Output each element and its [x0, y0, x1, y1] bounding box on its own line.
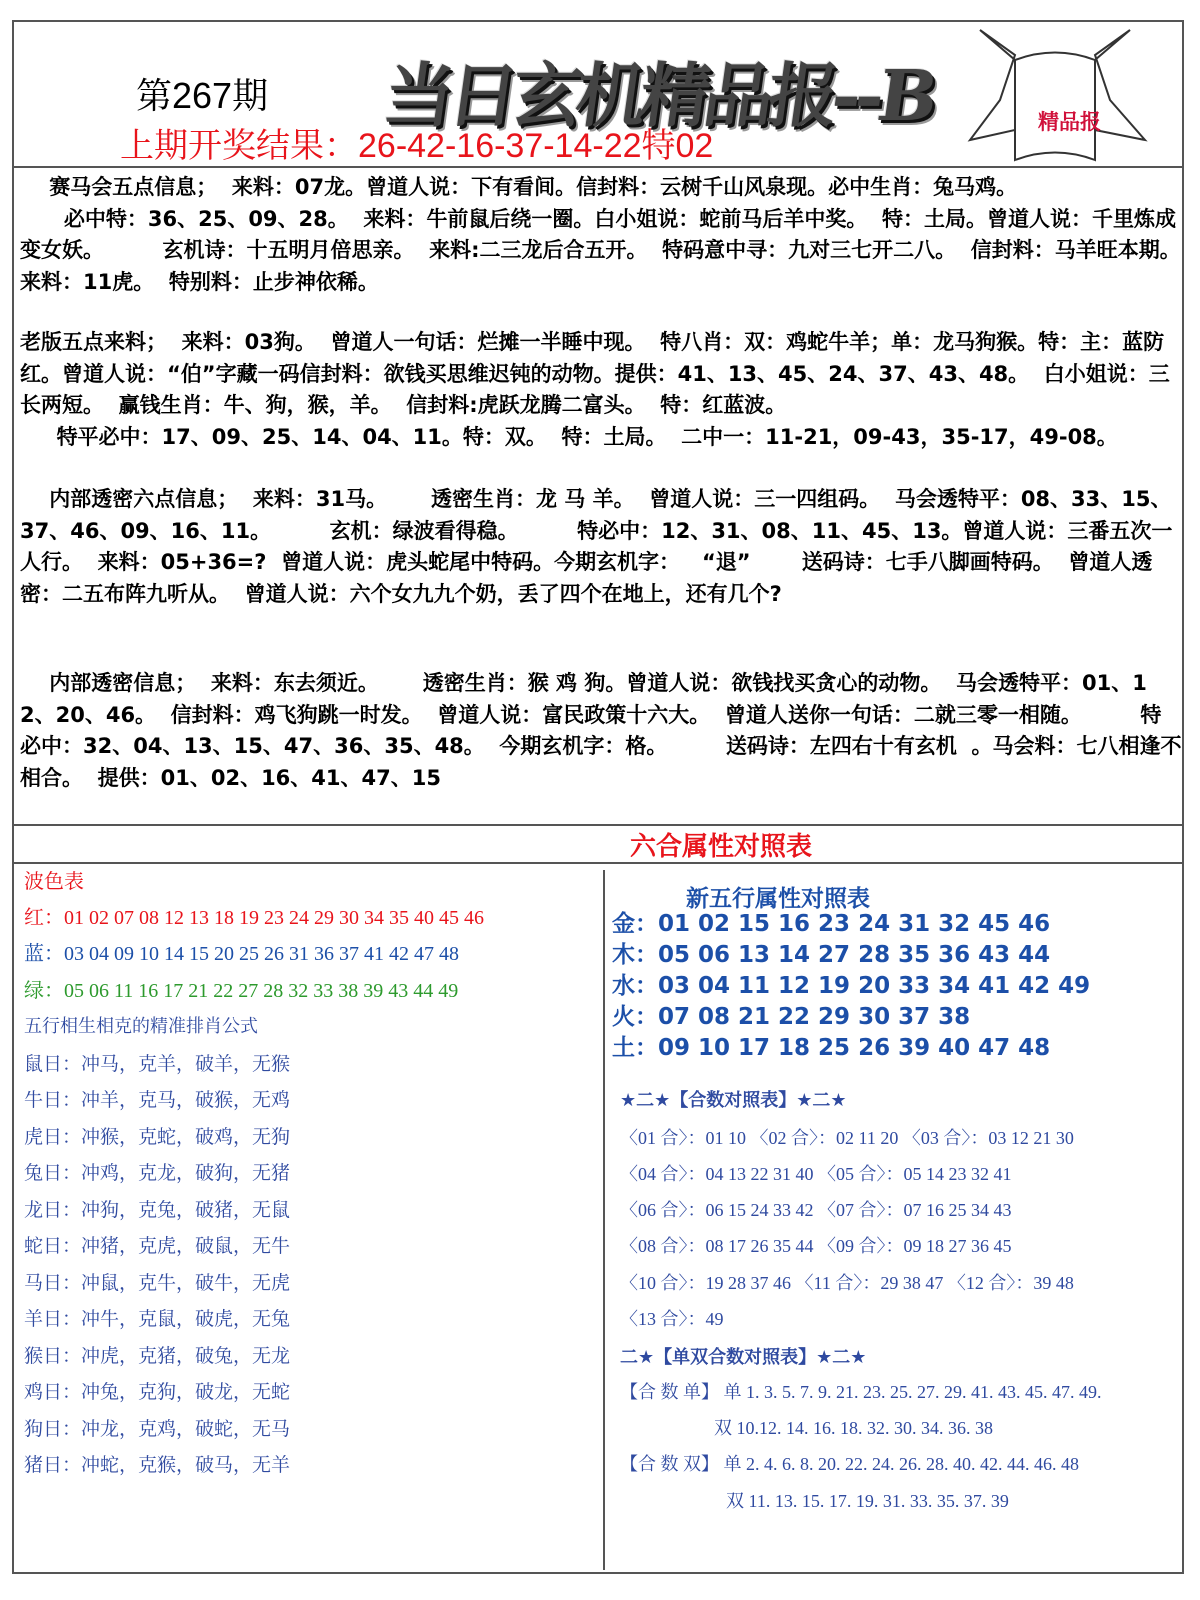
heshu-row: 〈13 合〉：49: [620, 1309, 724, 1329]
wave-green: 绿：05 06 11 16 17 21 22 27 28 32 33 38 39 43 44 49: [24, 979, 459, 1002]
section-internal-six: 内部透密六点信息； 来料：31马。 透密生肖：龙 马 羊。 曾道人说：三一四组码。 马会透特平：08、33、15、37、46、09、16、11。 玄机：绿波看得稳。 特必中：12、31、08、11、45、13。曾道人说：三番五次一人行。 来料：05+36=? 曾道人说：虎头蛇尾中特码。今期玄机字： “退” 送码诗：七手八脚画特码。 曾道人透密：二五布阵九听从。 曾道人说：六个女九九个奶，丢了四个在地上，还有几个?: [20, 487, 1173, 606]
heshu-title: ★二★【合数对照表】★二★: [620, 1090, 847, 1111]
day-row: 龙日：冲狗，克兔，破猪，无鼠: [24, 1198, 291, 1221]
wuxing-row: 水：03 04 11 12 19 20 33 34 41 42 49: [612, 973, 1091, 999]
left-column: [24, 863, 599, 1484]
wave-blue: 蓝：03 04 09 10 14 15 20 25 26 31 36 37 41 42 47 48: [24, 943, 459, 965]
odd-sum-shuang: 双 10.12. 14. 16. 18. 32. 30. 34. 36. 38: [714, 1418, 993, 1438]
day-row: 马日：冲鼠，克牛，破牛，无虎: [24, 1271, 291, 1294]
wave-red: 红：01 02 07 08 12 13 18 19 23 24 29 30 34 35 40 45 46: [24, 906, 484, 929]
wuxing-row: 火：07 08 21 22 29 30 37 38: [612, 1004, 971, 1030]
banner-title: 当日玄机精品报--B: [378, 54, 938, 137]
day-row: 兔日：冲鸡，克龙，破狗，无猪: [24, 1162, 291, 1184]
issue-number: 第267期: [136, 75, 269, 116]
heshu-row: 〈01 合〉：01 10 〈02 合〉：02 11 20 〈03 合〉：03 12 21 30: [620, 1128, 1074, 1148]
day-row: 蛇日：冲猪，克虎，破鼠，无牛: [24, 1235, 291, 1257]
even-sum-label: 【合 数 双】: [620, 1454, 719, 1474]
day-row: 牛日：冲羊，克马，破猴，无鸡: [24, 1089, 291, 1111]
odd-sum-label: 【合 数 单】: [620, 1382, 719, 1402]
even-sum-dan: 单 2. 4. 6. 8. 20. 22. 24. 26. 28. 40. 42. 44. 46. 48: [723, 1454, 1079, 1474]
ribbon-icon: [955, 20, 1155, 170]
section-internal: 内部透密信息； 来料：东去须近。 透密生肖：猴 鸡 狗。曾道人说：欲钱找买贪心的动物。 马会透特平：01、12、20、46。 信封料：鸡飞狗跳一时发。 曾道人说：富民政策十六大。 曾道人送你一句话：二就三零一相随。 特必中：32、04、13、15、47、36、35、48。 今期玄机字：格。 送码诗：左四右十有玄机 。马会料：七八相逢不相合。 提供：01、02、16、41、47、15: [20, 671, 1182, 790]
odd-sum-row: [620, 1378, 1102, 1404]
wuxing-title: 新五行属性对照表: [686, 886, 870, 912]
heshu-row: 〈06 合〉：06 15 24 33 42 〈07 合〉：07 16 25 34 43: [620, 1200, 1012, 1220]
wuxing-row: 土：09 10 17 18 25 26 39 40 47 48: [612, 1035, 1051, 1061]
heshu-row: 〈08 合〉：08 17 26 35 44 〈09 合〉：09 18 27 36 45: [620, 1236, 1012, 1256]
column-divider: [603, 870, 605, 1570]
wuxing-row: 木：05 06 13 14 27 28 35 36 43 44: [612, 942, 1051, 968]
section-old-five: 老版五点来料； 来料：03狗。 曾道人一句话：烂摊一半睡中现。 特八肖：双：鸡蛇牛羊；单：龙马狗猴。特：主：蓝防红。曾道人说：“伯”字藏一码信封料：欲钱买思维迟钝的动物。提供：41、13、45、24、37、43、48。 白小姐说：三长两短。 赢钱生肖：牛、狗，猴，羊。 信封料:虎跃龙腾二富头。 特：红蓝波。 特平必中：17、09、25、14、04、11。特：双。 特：土局。 二中一：11-21，09-43，35-17，49-08。: [20, 330, 1170, 449]
day-row: 猴日：冲虎，克猪，破兔，无龙: [24, 1344, 291, 1367]
table-top-divider: [12, 824, 1184, 826]
heshu-row: 〈04 合〉：04 13 22 31 40 〈05 合〉：05 14 23 32 41: [620, 1164, 1012, 1184]
day-row: 狗日：冲龙，克鸡，破蛇，无马: [24, 1417, 291, 1440]
section-racing-five: 赛马会五点信息； 来料：07龙。曾道人说：下有看间。信封料：云树千山风泉现。必中生肖：兔马鸡。 必中特：36、25、09、28。 来料：牛前鼠后绕一圈。白小姐说：蛇前马后羊中奖。 特：土局。曾道人说：千里炼成变女妖。 玄机诗：十五明月倍思亲。 来料:二三龙后合五开。 特码意中寻：九对三七开二八。 信封料：马羊旺本期。 来料：11虎。 特别料：止步神依稀。: [20, 175, 1181, 294]
day-row: 鸡日：冲兔，克狗，破龙，无蛇: [24, 1381, 291, 1403]
table-title: 六合属性对照表: [630, 832, 813, 862]
day-row: 猪日：冲蛇，克猴，破马，无羊: [24, 1454, 291, 1476]
odd-sum-dan: 单 1. 3. 5. 7. 9. 21. 23. 25. 27. 29. 41. 43. 45. 47. 49.: [723, 1382, 1102, 1402]
even-sum-row: [620, 1450, 1079, 1476]
day-row: 虎日：冲猴，克蛇，破鸡，无狗: [24, 1125, 291, 1148]
last-draw-result: 上期开奖结果：26-42-16-37-14-22特02: [120, 127, 714, 165]
wave-title: 波色表: [24, 869, 84, 893]
heshu-row: 〈10 合〉：19 28 37 46 〈11 合〉：29 38 47 〈12 合〉：39 48: [620, 1273, 1074, 1293]
danshuang-title: 二★【单双合数对照表】★二★: [620, 1347, 867, 1368]
day-row: 羊日：冲牛，克鼠，破虎，无兔: [24, 1308, 291, 1330]
quality-badge: 精品报: [1038, 110, 1101, 134]
wuxing-row: 金：01 02 15 16 23 24 31 32 45 46: [612, 911, 1051, 937]
even-sum-shuang: 双 11. 13. 15. 17. 19. 31. 33. 35. 37. 39: [726, 1491, 1009, 1511]
formula-title: 五行相生相克的精准排肖公式: [24, 1016, 258, 1037]
day-row: 鼠日：冲马，克羊，破羊，无猴: [24, 1052, 291, 1075]
